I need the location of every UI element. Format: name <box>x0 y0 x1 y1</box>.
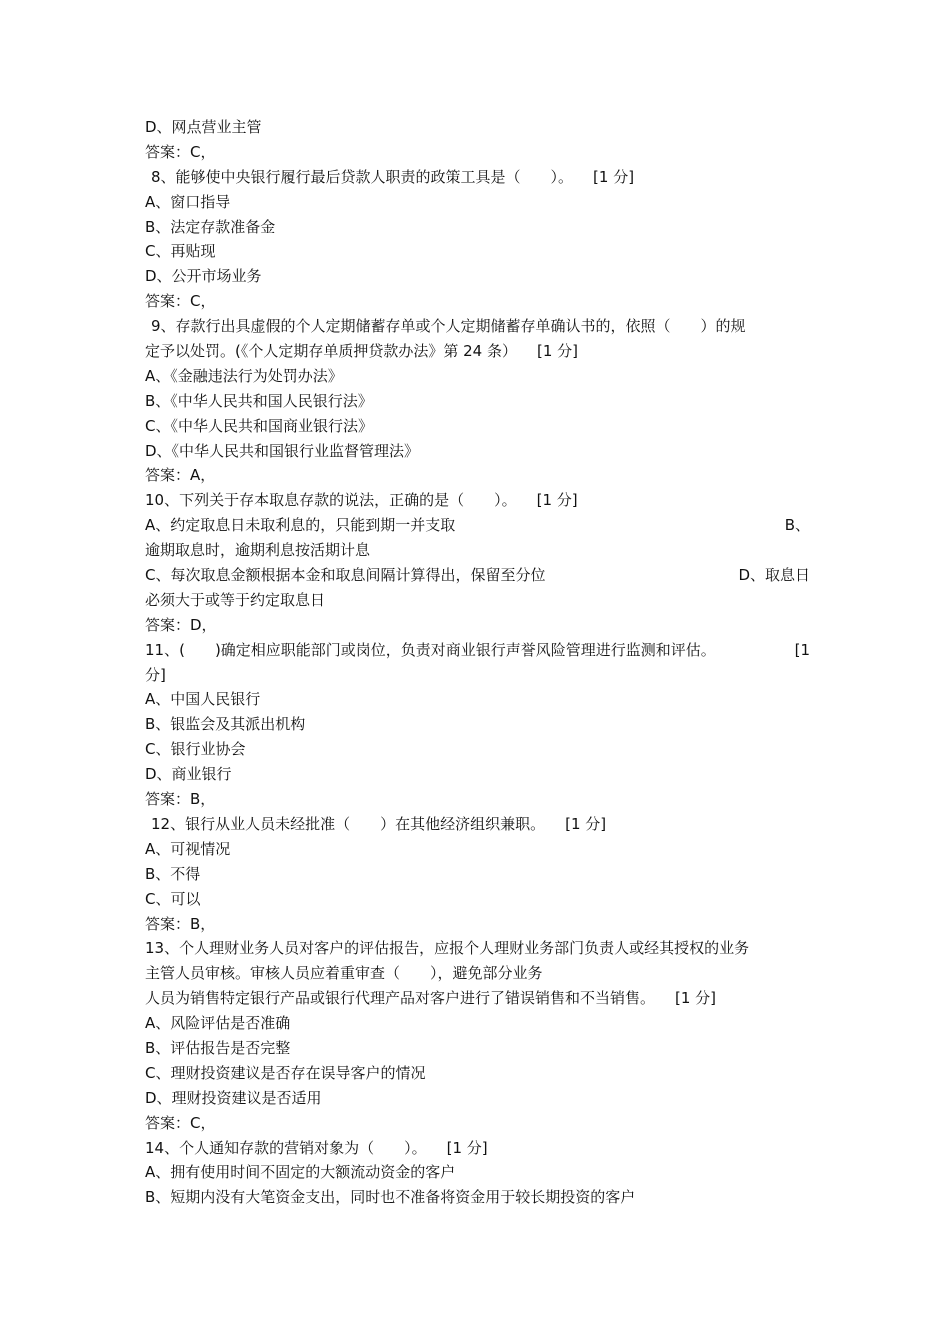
line-text: B、银监会及其派出机构 <box>145 715 306 734</box>
text-line <box>145 762 810 787</box>
line-text: 答案：A， <box>145 466 216 485</box>
text-line <box>145 463 810 488</box>
line-text: 12、银行从业人员未经批准（ ）在其他经济组织兼职。 <box>151 814 546 833</box>
line-text: A、约定取息日未取利息的，只能到期一并支取 <box>145 516 456 535</box>
line-text: C、《中华人民共和国商业银行法》 <box>145 416 373 435</box>
line-text: B、短期内没有大笔资金支出，同时也不准备将资金用于较长期投资的客户 <box>145 1188 636 1207</box>
text-line <box>145 787 810 812</box>
line-continuation: D、取息日 <box>738 566 810 585</box>
text-line <box>145 488 810 513</box>
text-line <box>145 613 810 638</box>
score-label: [1 分] <box>536 491 578 510</box>
text-line <box>145 961 810 986</box>
text-line <box>145 513 810 538</box>
text-line <box>145 239 810 264</box>
text-line <box>145 1061 810 1086</box>
score-label: [1 分] <box>446 1138 488 1157</box>
line-text: A、可视情况 <box>145 839 231 858</box>
text-line <box>145 264 810 289</box>
line-text: 9、存款行出具虚假的个人定期储蓄存单或个人定期储蓄存单确认书的，依照（ ）的规 <box>151 317 746 336</box>
text-line <box>145 837 810 862</box>
text-line <box>145 712 810 737</box>
line-text: B、《中华人民共和国人民银行法》 <box>145 391 373 410</box>
text-line <box>145 588 810 613</box>
text-line <box>145 1160 810 1185</box>
text-line <box>145 190 810 215</box>
line-text: 答案：D， <box>145 615 217 634</box>
line-text: C、每次取息金额根据本金和取息间隔计算得出，保留至分位 <box>145 566 546 585</box>
text-line <box>145 986 810 1011</box>
line-text: 定予以处罚。(《个人定期存单质押贷款办法》第 24 条） <box>145 342 517 361</box>
line-text: D、《中华人民共和国银行业监督管理法》 <box>145 441 420 460</box>
text-line <box>145 414 810 439</box>
text-line <box>145 289 810 314</box>
text-line <box>145 215 810 240</box>
line-text: D、商业银行 <box>145 765 232 784</box>
line-text: 11、( )确定相应职能部门或岗位，负责对商业银行声誉风险管理进行监测和评估。 <box>145 640 716 659</box>
line-text: B、法定存款准备金 <box>145 217 276 236</box>
text-line <box>145 1111 810 1136</box>
line-text: 8、能够使中央银行履行最后贷款人职责的政策工具是（ ）。 <box>151 167 574 186</box>
text-line <box>145 563 810 588</box>
text-line <box>145 887 810 912</box>
line-text: 逾期取息时，逾期利息按活期计息 <box>145 541 371 560</box>
text-line <box>145 364 810 389</box>
text-line <box>145 439 810 464</box>
line-text: D、理财投资建议是否适用 <box>145 1088 322 1107</box>
text-line <box>145 140 810 165</box>
score-label: [1 分] <box>675 989 717 1008</box>
line-continuation: [1 <box>794 640 810 659</box>
text-line <box>145 1136 810 1161</box>
text-line <box>145 936 810 961</box>
line-text: C、再贴现 <box>145 242 216 261</box>
text-line <box>145 1036 810 1061</box>
text-line <box>145 538 810 563</box>
text-line <box>145 912 810 937</box>
line-text: 答案：C， <box>145 292 216 311</box>
line-text: 答案：C， <box>145 1113 216 1132</box>
score-label: [1 分] <box>593 167 635 186</box>
line-text: 答案：B， <box>145 914 216 933</box>
text-line <box>145 638 810 663</box>
line-text: 答案：C， <box>145 142 216 161</box>
text-line <box>145 339 810 364</box>
line-text: 13、个人理财业务人员对客户的评估报告，应报个人理财业务部门负责人或经其授权的业务 <box>145 939 750 958</box>
line-text: A、窗口指导 <box>145 192 231 211</box>
line-text: D、网点营业主管 <box>145 118 262 136</box>
text-line <box>145 812 810 837</box>
line-text: 主管人员审核。审核人员应着重审查（ ），避免部分业务 <box>145 964 543 983</box>
line-text: 10、下列关于存本取息存款的说法，正确的是（ ）。 <box>145 491 517 510</box>
line-text: 人员为销售特定银行产品或银行代理产品对客户进行了错误销售和不当销售。 <box>145 989 656 1008</box>
line-continuation: B、 <box>784 516 810 535</box>
text-line <box>145 314 810 339</box>
text-line <box>145 165 810 190</box>
line-text: 答案：B， <box>145 790 216 809</box>
text-line <box>145 1011 810 1036</box>
line-text: 分] <box>145 665 166 684</box>
line-text: A、风险评估是否准确 <box>145 1014 291 1033</box>
score-label: [1 分] <box>536 342 579 361</box>
line-text: 必须大于或等于约定取息日 <box>145 590 326 609</box>
line-text: B、不得 <box>145 864 201 883</box>
line-text: C、银行业协会 <box>145 740 246 759</box>
text-line <box>145 737 810 762</box>
text-line <box>145 115 810 140</box>
line-text: D、公开市场业务 <box>145 267 262 286</box>
score-label: [1 分] <box>565 814 607 833</box>
text-line <box>145 663 810 688</box>
text-line <box>145 862 810 887</box>
line-text: C、理财投资建议是否存在误导客户的情况 <box>145 1063 426 1082</box>
line-text: 14、个人通知存款的营销对象为（ ）。 <box>145 1138 427 1157</box>
document-page <box>145 115 810 1210</box>
line-text: A、拥有使用时间不固定的大额流动资金的客户 <box>145 1163 456 1182</box>
line-text: A、《金融违法行为处罚办法》 <box>145 366 343 385</box>
line-text: A、中国人民银行 <box>145 690 261 709</box>
text-line <box>145 389 810 414</box>
text-line <box>145 687 810 712</box>
text-line <box>145 1086 810 1111</box>
line-text: B、评估报告是否完整 <box>145 1038 291 1057</box>
line-text: C、可以 <box>145 889 201 908</box>
text-line <box>145 1185 810 1210</box>
